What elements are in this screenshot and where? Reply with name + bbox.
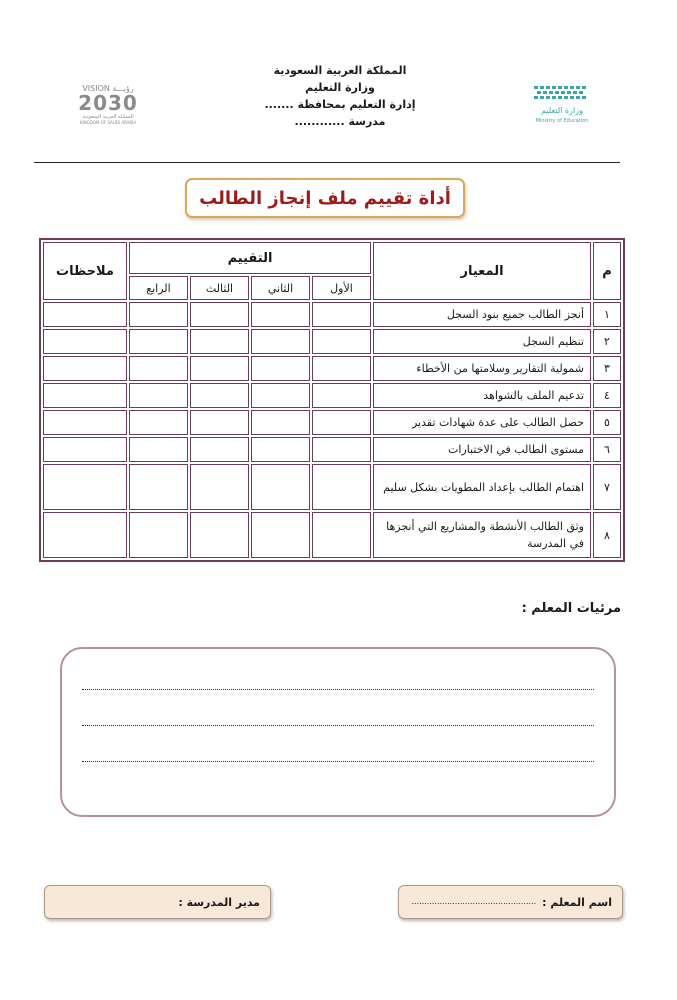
header-rating: التقييم [129,242,371,274]
header-criterion: المعيار [373,242,591,300]
vision-logo-top: VISION رؤيـــة [82,84,134,93]
vision-logo-year: 2030 [78,91,138,115]
rating-cell[interactable] [129,437,188,462]
header-rating-second: الثاني [251,276,310,300]
notes-cell[interactable] [43,410,127,435]
vision-2030-logo [62,82,154,126]
notes-cell[interactable] [43,383,127,408]
row-num: ٦ [593,437,621,462]
table-row [43,512,621,558]
rating-cell[interactable] [251,329,310,354]
table-row [43,383,621,408]
rating-cell[interactable] [251,410,310,435]
row-criterion: شمولية التقارير وسلامتها من الأخطاء [373,356,591,381]
header-kingdom: المملكة العربية السعودية [273,64,407,77]
row-criterion: وثق الطالب الأنشطة والمشاريع التي أنجزها في المدرسة [386,520,584,550]
rating-cell[interactable] [190,464,249,510]
rating-cell[interactable] [251,464,310,510]
table-row [43,464,621,510]
row-num: ٢ [593,329,621,354]
rating-cell[interactable] [129,512,188,558]
rating-cell[interactable] [312,512,371,558]
row-criterion: تدعيم الملف بالشواهد [373,383,591,408]
table-row [43,437,621,462]
row-num: ٧ [593,464,621,510]
rating-cell[interactable] [312,329,371,354]
rating-cell[interactable] [190,356,249,381]
notes-cell[interactable] [43,512,127,558]
vision-logo-sub-en: KINGDOM OF SAUDI ARABIA [79,120,137,125]
observations-title: مرئيات المعلم : [521,601,621,616]
ministry-logo-en: Ministry of Education [535,118,589,124]
row-criterion: تنظيم السجل [373,329,591,354]
header-rating-third: الثالث [190,276,249,300]
rating-cell[interactable] [251,437,310,462]
rating-cell[interactable] [312,410,371,435]
row-criterion: مستوى الطالب في الاختبارات [373,437,591,462]
table-row [43,329,621,354]
notes-cell[interactable] [43,302,127,327]
teacher-name-field[interactable]: ................................................. [411,897,537,906]
evaluation-table [39,238,625,562]
notes-cell[interactable] [43,437,127,462]
header-notes: ملاحظات [43,242,127,300]
teacher-name-label: اسم المعلم : [542,895,612,909]
header-divider [34,162,620,163]
header-directorate: إدارة التعليم بمحافظة ....... [264,98,416,111]
rating-cell[interactable] [312,383,371,408]
observation-line[interactable] [82,689,594,690]
table-row [43,356,621,381]
form-title: أداة تقييم ملف إنجاز الطالب [199,187,451,209]
row-criterion: أنجز الطالب جميع بنود السجل [373,302,591,327]
ministry-logo-ar: وزارة التعليم [541,106,583,115]
rating-cell[interactable] [129,410,188,435]
header-text [250,62,430,130]
rating-cell[interactable] [312,437,371,462]
header-num: م [593,242,621,300]
principal-box[interactable] [44,885,271,919]
rating-cell[interactable] [190,302,249,327]
rating-cell[interactable] [251,512,310,558]
header-rating-first: الأول [312,276,371,300]
form-title-box [185,178,465,218]
table-row [43,410,621,435]
rating-cell[interactable] [129,329,188,354]
observation-line[interactable] [82,725,594,726]
rating-cell[interactable] [190,383,249,408]
table-header-row [43,242,621,274]
header-school: مدرسة ............ [294,115,386,128]
rating-cell[interactable] [129,302,188,327]
row-num: ٨ [593,512,621,558]
rating-cell[interactable] [129,464,188,510]
rating-cell[interactable] [251,302,310,327]
row-num: ٤ [593,383,621,408]
row-criterion: حصل الطالب على عدة شهادات تقدير [373,410,591,435]
rating-cell[interactable] [312,356,371,381]
ministry-of-education-logo [530,84,594,128]
rating-cell[interactable] [312,464,371,510]
header-rating-fourth: الرابع [129,276,188,300]
rating-cell[interactable] [190,329,249,354]
row-criterion: اهتمام الطالب بإعداد المطويات بشكل سليم [383,480,584,494]
teacher-name-box[interactable] [398,885,623,919]
observations-box[interactable] [60,647,616,817]
row-num: ٥ [593,410,621,435]
header-ministry: وزارة التعليم [305,81,375,94]
rating-cell[interactable] [251,383,310,408]
notes-cell[interactable] [43,356,127,381]
vision-logo-sub-ar: المملكة العربية السعودية [82,114,134,120]
rating-cell[interactable] [190,410,249,435]
rating-cell[interactable] [129,383,188,408]
rating-cell[interactable] [251,356,310,381]
rating-cell[interactable] [129,356,188,381]
table-row [43,302,621,327]
rating-cell[interactable] [190,437,249,462]
rating-cell[interactable] [190,512,249,558]
rating-cell[interactable] [312,302,371,327]
notes-cell[interactable] [43,464,127,510]
principal-label: مدير المدرسة : [178,895,260,909]
row-num: ٣ [593,356,621,381]
row-num: ١ [593,302,621,327]
notes-cell[interactable] [43,329,127,354]
observation-line[interactable] [82,761,594,762]
